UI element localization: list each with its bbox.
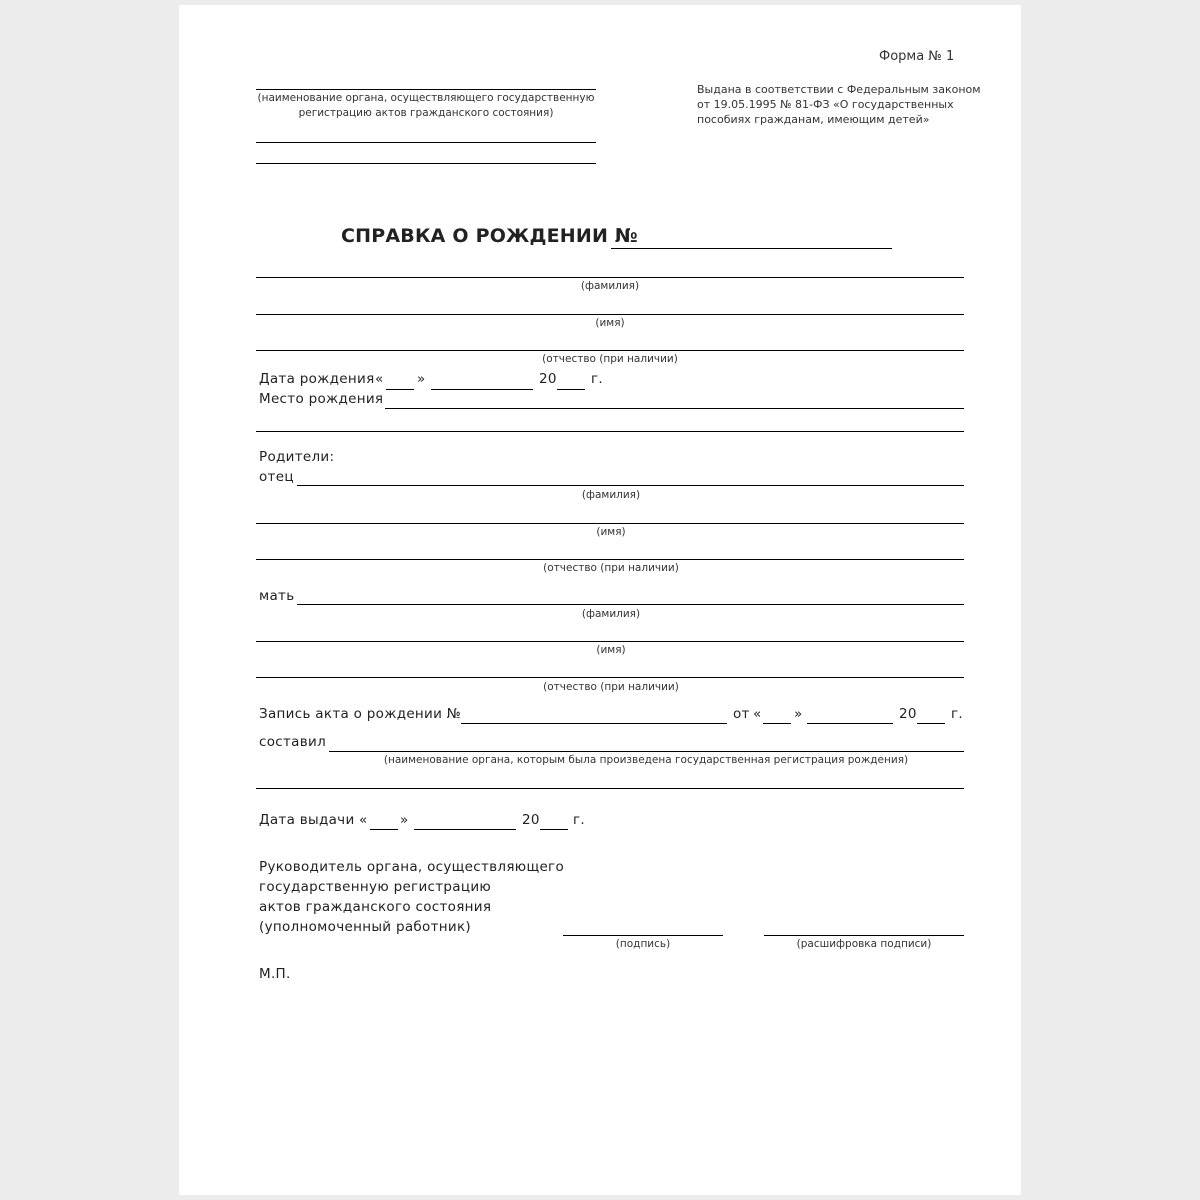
organ-caption-line1: (наименование органа, осуществляющего государственную <box>257 92 595 104</box>
birth-place-label: Место рождения <box>259 391 384 407</box>
parents-label: Родители: <box>259 449 335 465</box>
father-label: отец <box>259 469 294 485</box>
mother-name-line <box>256 641 964 642</box>
mother-label: мать <box>259 588 295 604</box>
child-patronymic-caption: (отчество (при наличии) <box>542 353 678 365</box>
organ-extra-line-1 <box>256 142 596 143</box>
child-name-line <box>256 314 964 315</box>
organ-name-line <box>256 89 596 90</box>
act-record-number-line <box>461 723 727 724</box>
child-surname-line <box>256 277 964 278</box>
birth-date-label: Дата рождения <box>259 371 375 387</box>
mother-surname-caption: (фамилия) <box>581 608 641 620</box>
father-surname-caption: (фамилия) <box>581 489 641 501</box>
act-quote-open: « <box>753 706 762 722</box>
father-patronymic-caption: (отчество (при наличии) <box>543 562 679 574</box>
birth-date-quote-open: « <box>375 371 384 387</box>
birth-place-line <box>385 408 964 409</box>
child-name-caption: (имя) <box>595 317 625 329</box>
signature-line <box>563 935 723 936</box>
composed-line-2 <box>256 788 964 789</box>
act-month-line <box>807 723 893 724</box>
issue-date-label: Дата выдачи <box>259 812 355 828</box>
mother-patronymic-caption: (отчество (при наличии) <box>543 681 679 693</box>
issued-note-line2: от 19.05.1995 № 81-ФЗ «О государственных <box>697 98 954 111</box>
birth-day-line <box>386 389 414 390</box>
birth-year-line <box>557 389 585 390</box>
mother-surname-line <box>297 604 964 605</box>
issue-month-line <box>414 829 516 830</box>
mother-patronymic-line <box>256 677 964 678</box>
mother-name-caption: (имя) <box>596 644 626 656</box>
father-name-caption: (имя) <box>596 526 626 538</box>
issue-quote-close: » <box>400 812 409 828</box>
act-year-suffix: г. <box>951 706 963 722</box>
act-day-line <box>763 723 791 724</box>
certificate-number-line <box>611 248 892 249</box>
organ-caption-line2: регистрацию актов гражданского состояния) <box>298 107 554 119</box>
act-from-label: от <box>733 706 750 722</box>
document-title: СПРАВКА О РОЖДЕНИИ № <box>341 225 638 247</box>
act-record-label: Запись акта о рождении № <box>259 706 462 722</box>
birth-date-quote-close: » <box>417 371 426 387</box>
birth-month-line <box>431 389 533 390</box>
stamp-place: М.П. <box>259 966 291 982</box>
issue-quote-open: « <box>359 812 368 828</box>
birth-year-prefix: 20 <box>539 371 557 387</box>
father-name-line <box>256 523 964 524</box>
head-line4: (уполномоченный работник) <box>259 919 471 935</box>
head-line3: актов гражданского состояния <box>259 899 492 915</box>
issued-note-line1: Выдана в соответствии с Федеральным законом <box>697 83 981 96</box>
signature-decoding-caption: (расшифровка подписи) <box>796 938 932 950</box>
organ-extra-line-2 <box>256 163 596 164</box>
signature-caption: (подпись) <box>615 938 671 950</box>
father-surname-line <box>297 485 964 486</box>
birth-year-suffix: г. <box>591 371 603 387</box>
head-line2: государственную регистрацию <box>259 879 492 895</box>
father-patronymic-line <box>256 559 964 560</box>
organ-registration-caption: (наименование органа, которым была произведена государственная регистрация рождения) <box>383 754 909 766</box>
signature-decoding-line <box>764 935 964 936</box>
act-year-line <box>917 723 945 724</box>
act-quote-close: » <box>794 706 803 722</box>
issue-year-suffix: г. <box>573 812 585 828</box>
issue-year-line <box>540 829 568 830</box>
act-year-prefix: 20 <box>899 706 917 722</box>
document-page <box>179 5 1021 1195</box>
form-number: Форма № 1 <box>879 49 955 64</box>
birth-place-line-2 <box>256 431 964 432</box>
child-patronymic-line <box>256 350 964 351</box>
child-surname-caption: (фамилия) <box>580 280 640 292</box>
composed-label: составил <box>259 734 326 750</box>
composed-line <box>329 751 964 752</box>
issue-day-line <box>370 829 398 830</box>
head-line1: Руководитель органа, осуществляющего <box>259 859 565 875</box>
issue-year-prefix: 20 <box>522 812 540 828</box>
issued-note-line3: пособиях гражданам, имеющим детей» <box>697 113 930 126</box>
